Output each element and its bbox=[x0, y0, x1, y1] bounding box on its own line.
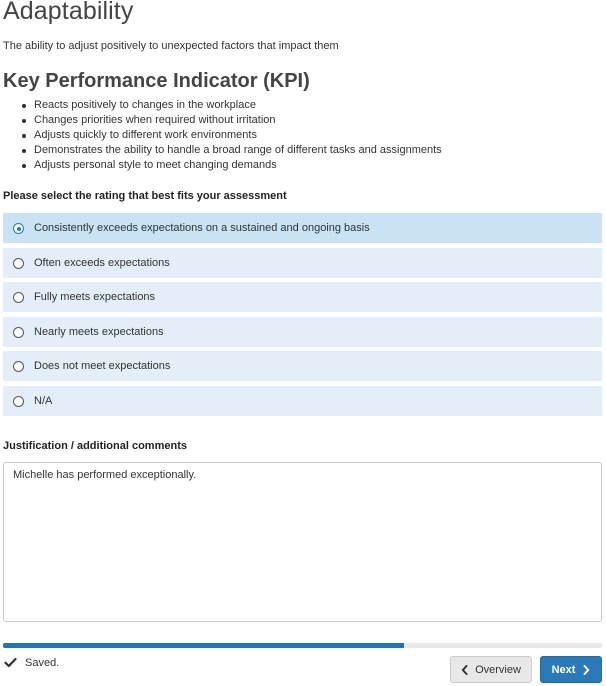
kpi-title: Key Performance Indicator (KPI) bbox=[3, 70, 310, 92]
kpi-item: Demonstrates the ability to handle a broad range of different tasks and assignments bbox=[22, 143, 442, 158]
kpi-item: Adjusts quickly to different work environments bbox=[22, 128, 442, 143]
rating-option[interactable] bbox=[3, 282, 602, 312]
radio-button[interactable] bbox=[13, 292, 24, 303]
radio-button[interactable] bbox=[13, 258, 24, 269]
comments-textarea[interactable] bbox=[3, 462, 602, 622]
next-button[interactable] bbox=[540, 656, 602, 683]
rating-option-label: Consistently exceeds expectations on a sustained and ongoing basis bbox=[34, 222, 370, 234]
kpi-list bbox=[22, 98, 442, 173]
progress-fill bbox=[3, 643, 404, 648]
chevron-left-icon bbox=[461, 665, 468, 675]
saved-status bbox=[4, 656, 59, 669]
radio-button[interactable] bbox=[13, 396, 24, 407]
kpi-item: Changes priorities when required without irritation bbox=[22, 113, 442, 128]
rating-option[interactable] bbox=[3, 317, 602, 347]
progress-bar bbox=[3, 643, 602, 648]
rating-option-label: Fully meets expectations bbox=[34, 291, 156, 303]
rating-option-label: Often exceeds expectations bbox=[34, 256, 170, 269]
next-button-label: Next bbox=[551, 663, 576, 676]
rating-option-label: N/A bbox=[34, 394, 53, 407]
rating-option[interactable] bbox=[3, 386, 602, 416]
radio-button[interactable] bbox=[13, 223, 24, 234]
rating-option[interactable] bbox=[3, 351, 602, 381]
radio-button[interactable] bbox=[13, 327, 24, 338]
rating-option[interactable] bbox=[3, 213, 602, 243]
overview-button-label: Overview bbox=[475, 663, 521, 676]
kpi-item: Reacts positively to changes in the workplace bbox=[22, 98, 442, 113]
rating-prompt: Please select the rating that best fits your assessment bbox=[3, 190, 287, 202]
overview-button[interactable] bbox=[450, 656, 532, 683]
comments-label: Justification / additional comments bbox=[3, 440, 187, 452]
page-title: Adaptability bbox=[3, 0, 134, 25]
rating-option-label: Does not meet expectations bbox=[34, 360, 171, 372]
rating-option[interactable] bbox=[3, 248, 602, 278]
page-description: The ability to adjust positively to unexpected factors that impact them bbox=[3, 40, 339, 52]
rating-option-label: Nearly meets expectations bbox=[34, 325, 164, 338]
kpi-item: Adjusts personal style to meet changing demands bbox=[22, 158, 442, 173]
rating-options bbox=[3, 213, 602, 420]
radio-button[interactable] bbox=[13, 361, 24, 372]
check-icon bbox=[4, 656, 17, 669]
saved-text: Saved. bbox=[25, 656, 60, 669]
chevron-right-icon bbox=[583, 665, 590, 675]
